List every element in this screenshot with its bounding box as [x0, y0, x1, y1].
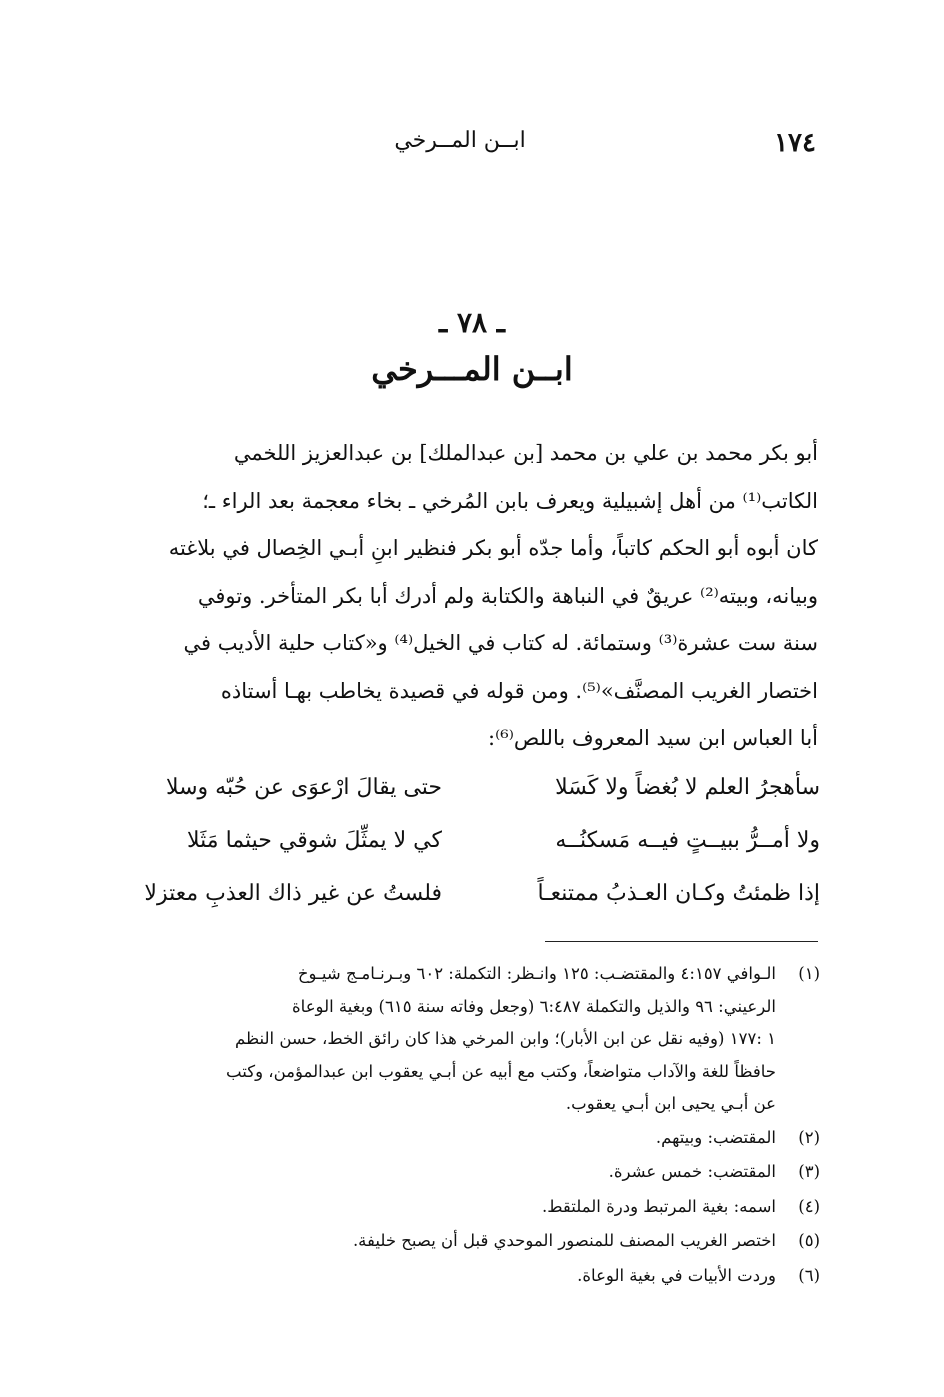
- footnote-line: عن أبـي يحيى ابن أبـي يعقوب.: [565, 1094, 776, 1113]
- footnote-6: [118, 1259, 820, 1294]
- footnote-2: [118, 1121, 820, 1156]
- footnote-1: [118, 958, 820, 1121]
- verse-first-hemistich: ولا أمــرُّ ببيــتٍ فيــه مَسكنُــه: [555, 828, 820, 853]
- footnote-line: ١ :١٧٧ (وفيه نقل عن ابن الأبار)؛ وابن المرخي هذا كان رائق الخط، حسن النظم: [234, 1029, 776, 1048]
- footnote-number: (٢): [798, 1127, 820, 1147]
- verse-first-hemistich: سأهجرُ العلم لا بُغضاً ولا كَسَلا: [555, 775, 820, 800]
- footnote-number: (٦): [798, 1265, 820, 1285]
- footnote-4: [118, 1190, 820, 1225]
- footnote-line: المقتضب: خمس عشرة.: [608, 1162, 776, 1181]
- paragraph-line: كان أبوه أبو الحكم كاتباً، وأما جدّه أبو بكر فنظير ابنِ أبـي الخِصال في بلاغته: [168, 536, 818, 560]
- footnotes: [118, 958, 820, 1293]
- paragraph-line: أبو بكر محمد بن علي بن محمد [بن عبدالملك] بن عبدالعزيز اللخمي: [233, 441, 818, 465]
- footnote-number: (٤): [798, 1196, 820, 1216]
- footnote-line: حافظاً للغة والآداب متواضعاً، وكتب مع أبيه عن أبـي يعقوب ابن عبدالمؤمن، وكتب: [226, 1061, 776, 1081]
- verse-line: [112, 874, 820, 927]
- footnote-3: [118, 1155, 820, 1190]
- footnote-line: المقتضب: وبيتهم.: [655, 1127, 776, 1147]
- footnote-number: (١): [798, 964, 820, 983]
- verse-second-hemistich: كي لا يمثِّلَ شوقي حيثما مَثَلا: [187, 828, 442, 853]
- footnote-line: الـوافي ٤:١٥٧ والمقتضـب: ١٢٥ وانـظر: التكملة: ٦٠٢ وبـرنـامـج شيـوخ: [297, 964, 776, 983]
- footnote-line: اسمه: بغية المرتبط ودرة الملتقط.: [542, 1196, 776, 1216]
- footnote-line: وردت الأبيات في بغية الوعاة.: [577, 1265, 776, 1285]
- poem-verses: [112, 768, 820, 927]
- page-number: ١٧٤: [774, 128, 816, 158]
- footnote-number: (٥): [798, 1231, 820, 1250]
- footnote-separator: [545, 941, 818, 942]
- verse-second-hemistich: حتى يقالَ ارْعوَى عن حُبّه وسلا: [165, 775, 442, 800]
- paragraph-line: اختصار الغريب المصنَّف»⁽⁵⁾. ومن قوله في قصيدة يخاطب بهـا أستاذه: [220, 678, 818, 703]
- footnote-line: اختصر الغريب المصنف للمنصور الموحدي قبل أن يصبح خليفة.: [352, 1231, 776, 1250]
- verse-second-hemistich: فلستُ عن غير ذاك العذبِ معتزلا: [144, 881, 442, 906]
- paragraph-line: وبيانه، وبيته⁽²⁾ عريقٌ في النباهة والكتابة ولم أدرك أبا بكر المتأخر. وتوفي: [197, 583, 818, 608]
- running-title: ابــن المــرخي: [394, 128, 526, 153]
- entry-title: ابــن المـــرخي: [371, 350, 573, 388]
- entry-number: ـ ٧٨ ـ: [439, 306, 505, 339]
- verse-line: [112, 768, 820, 821]
- biography-paragraph: [120, 430, 818, 763]
- footnote-5: [118, 1224, 820, 1259]
- footnote-line: الرعيني: ٩٦ والذيل والتكملة ٦:٤٨٧ (وجعل وفاته سنة ٦١٥) وبغية الوعاة: [292, 996, 776, 1016]
- footnote-number: (٣): [798, 1162, 820, 1181]
- paragraph-line: سنة ست عشرة⁽³⁾ وستمائة. له كتاب في الخيل⁽⁴⁾ و«كتاب حلية الأديب في: [183, 631, 818, 655]
- verse-first-hemistich: إذا ظمئتُ وكـان العـذبُ ممتنعـاً: [537, 881, 820, 906]
- paragraph-line: الكاتب⁽¹⁾ من أهل إشبيلية ويعرف بابن المُرخي ـ بخاء معجمة بعد الراء ـ؛: [202, 488, 818, 513]
- verse-line: [112, 821, 820, 874]
- paragraph-line: أبا العباس ابن سيد المعروف باللص⁽⁶⁾:: [488, 726, 818, 750]
